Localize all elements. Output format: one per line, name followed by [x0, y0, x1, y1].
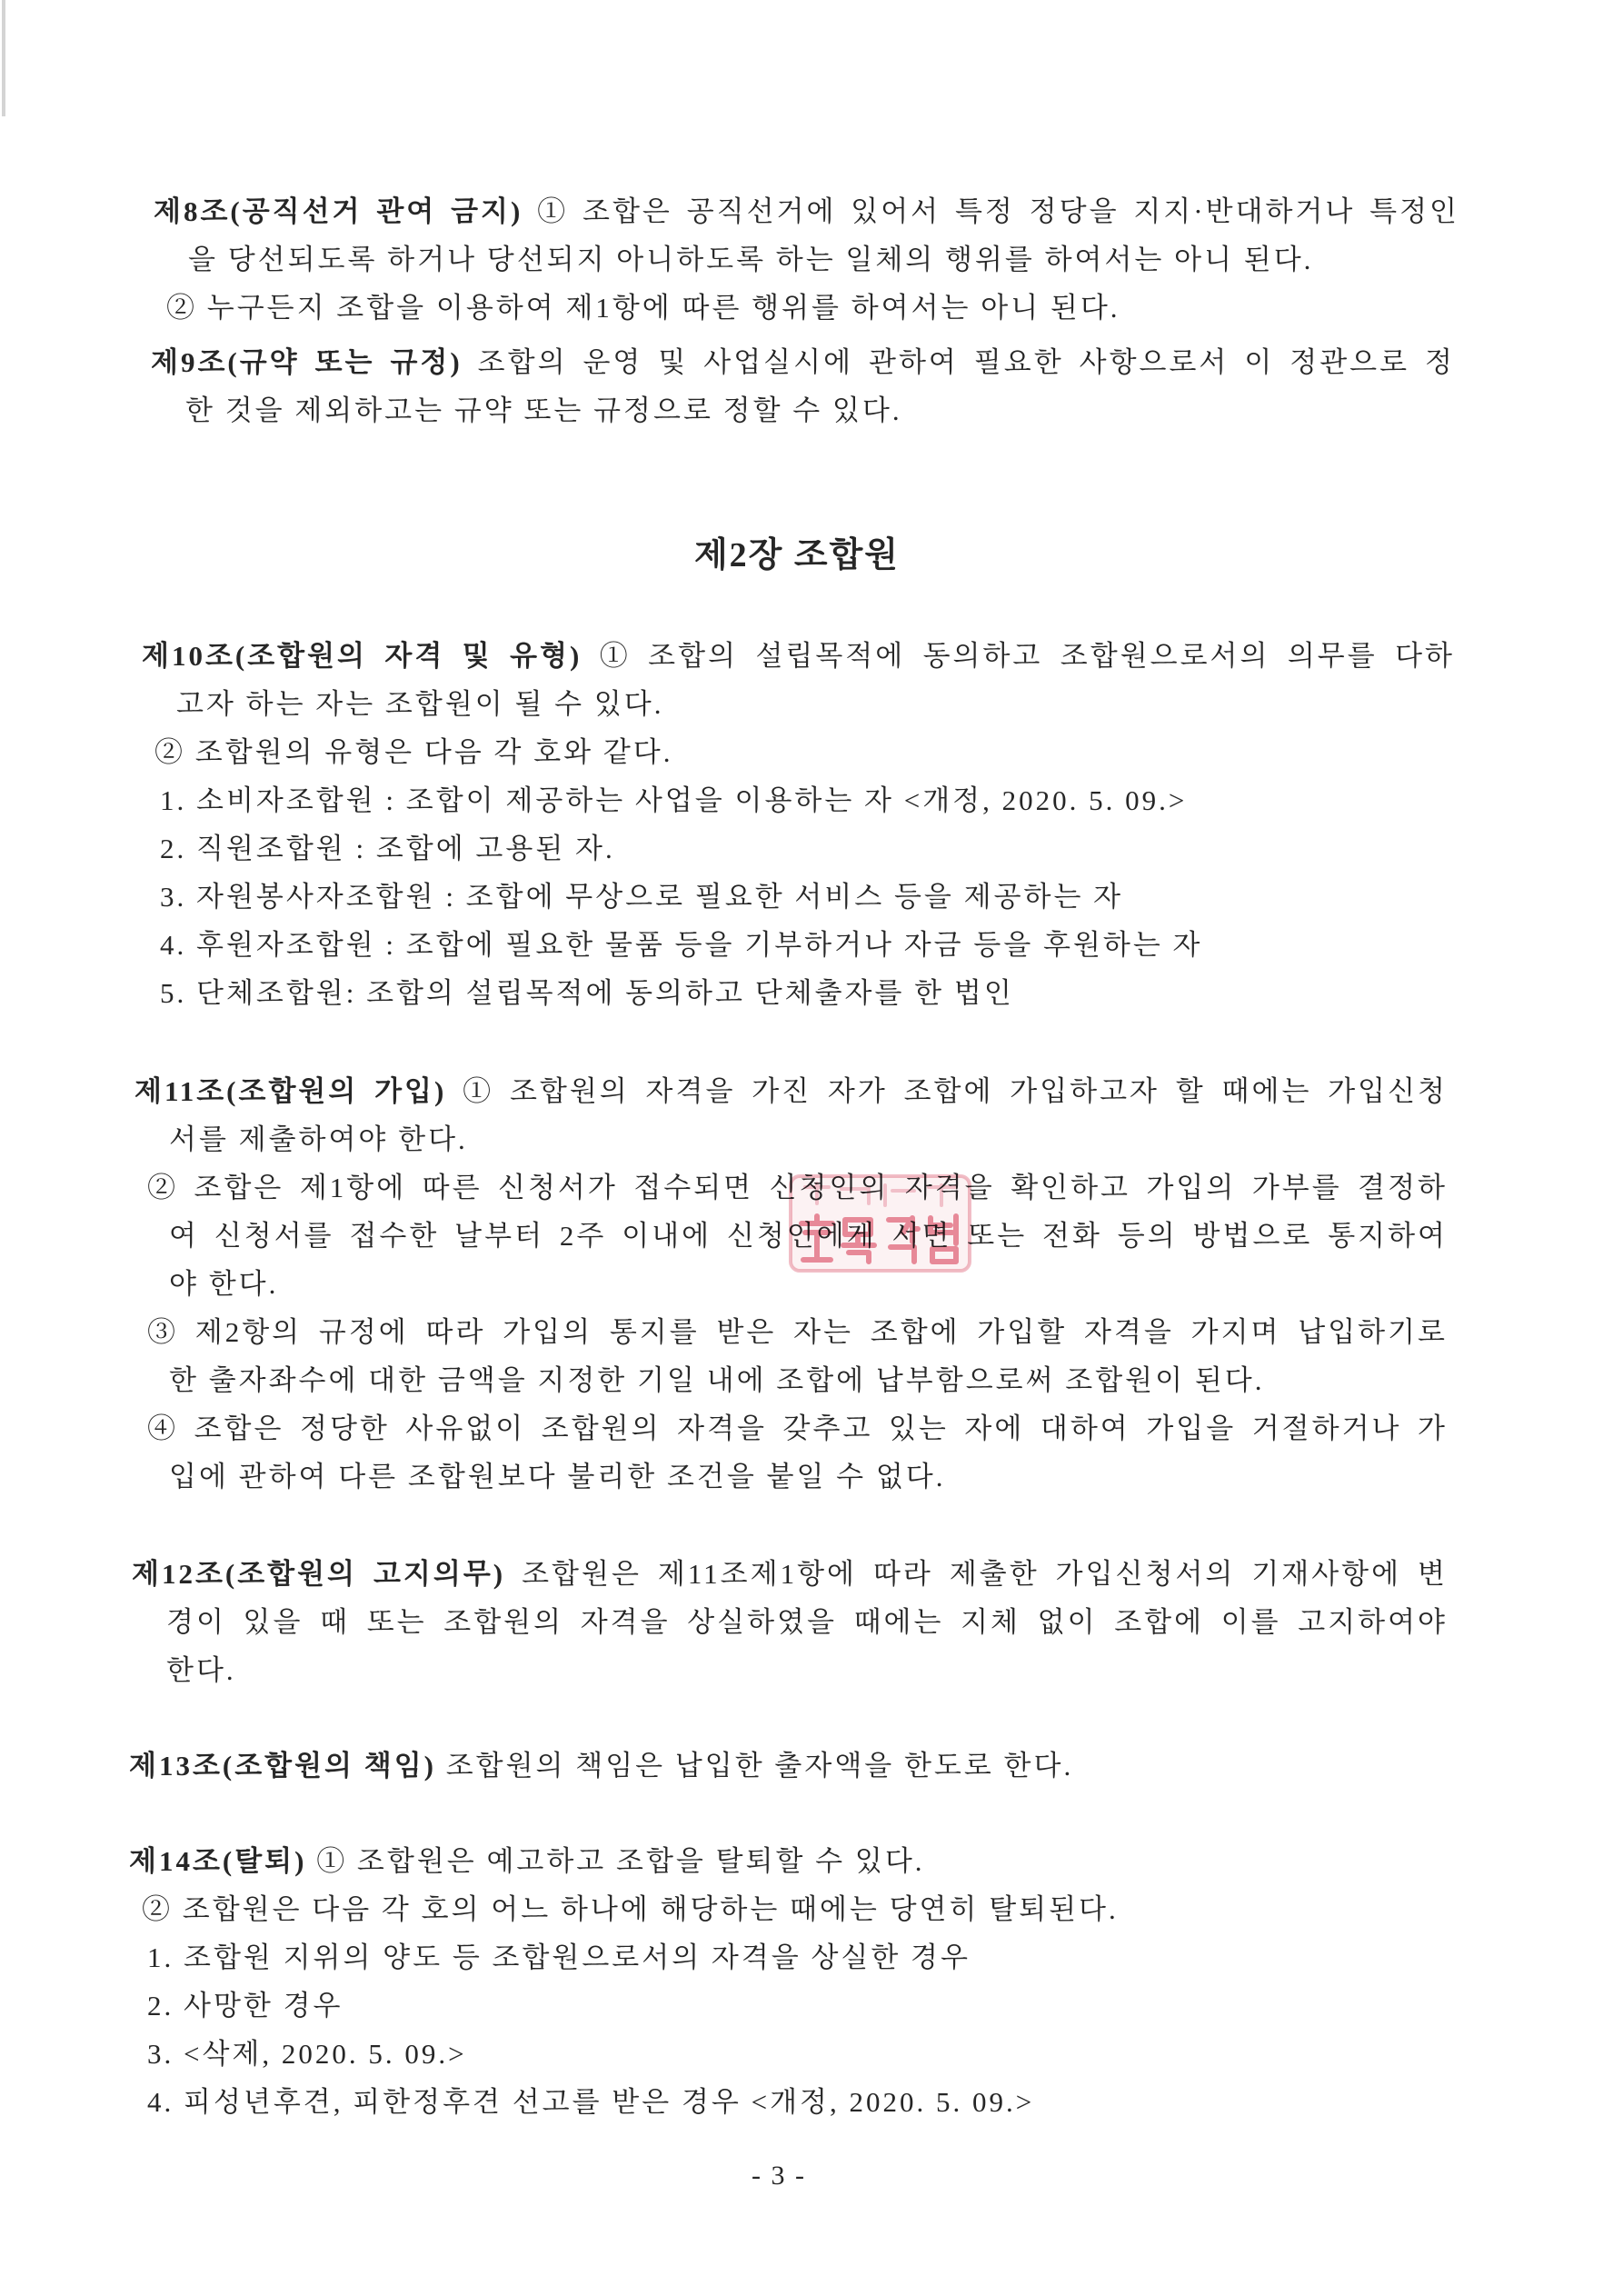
article-10-item-1: [142, 776, 1455, 824]
article-14-title: 제14조(탈퇴): [129, 1845, 307, 1877]
page-number: - 3 -: [752, 2161, 806, 2191]
article-10-line-1: [142, 632, 1455, 680]
article-12-line-2: [132, 1598, 1448, 1646]
article-11-line-2: [134, 1115, 1448, 1163]
line-text: 한 출자좌수에 대한 금액을 지정한 기일 내에 조합에 납부함으로써 조합원이 된다.: [169, 1364, 1265, 1396]
line-text: 1. 조합원 지위의 양도 등 조합원으로서의 자격을 상실한 경우: [147, 1942, 971, 1973]
line-text: 여 신청서를 접수한 날부터 2주 이내에 신청인에게 서면 또는 전화 등의 방법으로 통지하여: [169, 1220, 1448, 1252]
line-text: [151, 338, 1455, 386]
line-text: ② 누구든지 조합을 이용하여 제1항에 따른 행위를 하여서는 아니 된다.: [166, 292, 1120, 324]
line-text: [132, 1550, 1448, 1598]
article-14-line-1: [129, 1837, 1447, 1885]
article-9-line-2: [151, 386, 1455, 434]
article-11-line-9: [134, 1452, 1448, 1501]
article-10-title: 제10조(조합원의 자격 및 유형): [142, 640, 582, 672]
article-12-title: 제12조(조합원의 고지의무): [132, 1558, 506, 1590]
article-8-line-2: [154, 235, 1459, 284]
line-text: 야 한다.: [169, 1268, 279, 1300]
seal-stamp: [787, 1173, 973, 1274]
line-text: ② 조합원의 유형은 다음 각 호와 같다.: [154, 736, 673, 768]
line-text: 2. 사망한 경우: [147, 1990, 344, 2021]
line-text: 한 것을 제외하고는 규약 또는 규정으로 정할 수 있다.: [185, 394, 902, 426]
line-text: ③ 제2항의 규정에 따라 가입의 통지를 받은 자는 조합에 가입할 자격을 가지며 납입하기로: [147, 1316, 1448, 1348]
article-14-item-3: [129, 2030, 1447, 2078]
article-13-line-1: [129, 1742, 1447, 1790]
article-11-paragraph-3: [134, 1308, 1448, 1356]
article-10-item-2: [142, 824, 1455, 873]
article-14-text: ① 조합원은 예고하고 조합을 탈퇴할 수 있다.: [316, 1845, 925, 1877]
article-8-line-1: [154, 187, 1459, 235]
article-8-title: 제8조(공직선거 관여 금지): [154, 195, 523, 227]
article-14-paragraph-2: [129, 1885, 1447, 1933]
line-text: ② 조합은 제1항에 따른 신청서가 접수되면 신청인의 자격을 확인하고 가입의 가부를 결정하: [147, 1172, 1448, 1203]
article-10-item-5: [142, 969, 1455, 1017]
article-11: [134, 1067, 1448, 1501]
line-text: 고자 하는 자는 조합원이 될 수 있다.: [176, 688, 664, 720]
article-9: [151, 338, 1455, 434]
article-11-line-1: [134, 1067, 1448, 1115]
line-text: [134, 1067, 1448, 1115]
article-13-text: 조합원의 책임은 납입한 출자액을 한도로 한다.: [445, 1750, 1074, 1782]
article-14-item-2: [129, 1982, 1447, 2030]
line-text: 경이 있을 때 또는 조합원의 자격을 상실하였을 때에는 지체 없이 조합에 이를 고지하여야: [166, 1606, 1448, 1638]
line-text: [129, 1742, 1073, 1790]
article-10-item-3: [142, 873, 1455, 921]
line-text: 1. 소비자조합원 : 조합이 제공하는 사업을 이용하는 자 <개정, 2020. 5. 09.>: [160, 784, 1188, 816]
article-12-text: 조합원은 제11조제1항에 따라 제출한 가입신청서의 기재사항에 변: [522, 1558, 1448, 1590]
article-12-line-1: [132, 1550, 1448, 1598]
line-text: 을 당선되도록 하거나 당선되지 아니하도록 하는 일체의 행위를 하여서는 아니 된다.: [188, 244, 1314, 275]
scan-edge-mark: [2, 0, 5, 116]
article-13: [129, 1742, 1447, 1790]
article-11-paragraph-4: [134, 1404, 1448, 1452]
article-11-line-7: [134, 1356, 1448, 1404]
line-text: 서를 제출하여야 한다.: [169, 1123, 468, 1155]
line-text: ④ 조합은 정당한 사유없이 조합원의 자격을 갖추고 있는 자에 대하여 가입을 거절하거나 가: [147, 1413, 1448, 1444]
article-8-text: ① 조합은 공직선거에 있어서 특정 정당을 지지·반대하거나 특정인: [537, 195, 1459, 227]
article-11-title: 제11조(조합원의 가입): [134, 1075, 447, 1107]
article-14-item-1: [129, 1933, 1447, 1982]
line-text: [129, 1837, 925, 1885]
line-text: [142, 632, 1455, 680]
article-11-text: ① 조합원의 자격을 가진 자가 조합에 가입하고자 할 때에는 가입신청: [463, 1075, 1448, 1107]
line-text: 2. 직원조합원 : 조합에 고용된 자.: [160, 833, 615, 864]
article-14-item-4: [129, 2078, 1447, 2126]
line-text: 4. 피성년후견, 피한정후견 선고를 받은 경우 <개정, 2020. 5. 09.>: [147, 2086, 1035, 2118]
article-14: [129, 1837, 1447, 2126]
article-8: [154, 187, 1459, 332]
line-text: 3. 자원봉사자조합원 : 조합에 무상으로 필요한 서비스 등을 제공하는 자: [160, 881, 1124, 913]
line-text: 입에 관하여 다른 조합원보다 불리한 조건을 붙일 수 없다.: [169, 1461, 946, 1492]
article-9-text: 조합의 운영 및 사업실시에 관하여 필요한 사항으로서 이 정관으로 정: [477, 346, 1455, 378]
line-text: ② 조합원은 다음 각 호의 어느 하나에 해당하는 때에는 당연히 탈퇴된다.: [142, 1893, 1119, 1925]
article-10-text: ① 조합의 설립목적에 동의하고 조합원으로서의 의무를 다하: [599, 640, 1455, 672]
article-8-paragraph-2: [154, 284, 1459, 332]
article-9-title: 제9조(규약 또는 규정): [151, 346, 463, 378]
article-10-paragraph-2: [142, 728, 1455, 776]
line-text: [154, 187, 1459, 235]
article-12: [132, 1550, 1448, 1694]
article-10-item-4: [142, 921, 1455, 969]
article-12-line-3: [132, 1646, 1448, 1694]
article-13-title: 제13조(조합원의 책임): [129, 1750, 436, 1782]
line-text: 5. 단체조합원: 조합의 설립목적에 동의하고 단체출자를 한 법인: [160, 977, 1014, 1009]
article-10-line-2: [142, 680, 1455, 728]
chapter-title: 제2장 조합원: [693, 536, 901, 574]
line-text: 한다.: [166, 1654, 236, 1686]
line-text: 3. <삭제, 2020. 5. 09.>: [147, 2038, 467, 2070]
article-9-line-1: [151, 338, 1455, 386]
line-text: 4. 후원자조합원 : 조합에 필요한 물품 등을 기부하거나 자금 등을 후원하는 자: [160, 929, 1203, 961]
article-10: [142, 632, 1455, 1017]
